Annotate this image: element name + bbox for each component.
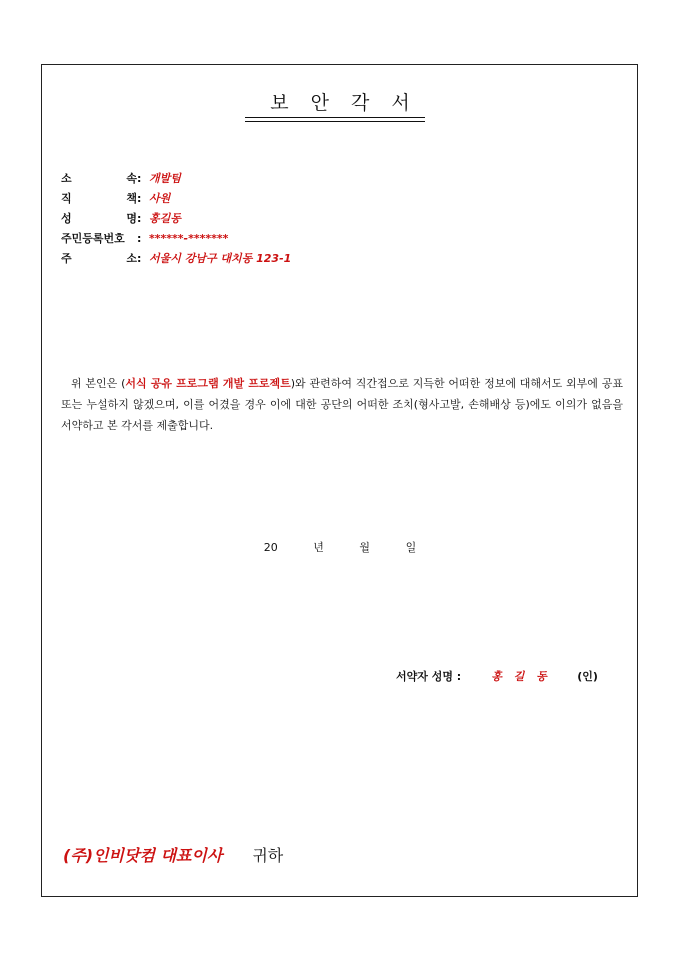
field-value: ******-******* (149, 231, 229, 245)
field-label: 직 책 (61, 192, 137, 205)
field-label: 소 속 (61, 172, 137, 185)
seal-mark: (인) (577, 670, 598, 683)
info-fields (61, 168, 291, 268)
field-label: 성 명 (61, 212, 137, 225)
field-label: 주민등록번호 (61, 232, 125, 245)
pledge-body: 위 본인은 (서식 공유 프로그램 개발 프로젝트)와 관련하여 직간접으로 지득한 어떠한 정보에 대해서도 외부에 공표 또는 누설하지 않겠으며, 이를 어겼을 경우 이에 대한 공단의 어떠한 조치(형사고발, 손해배상 등)에도 이의가 없음을 서약하고 본 각서를 제출합니다. (61, 377, 623, 432)
field-value: 개발팀 (149, 172, 181, 185)
field-label: 주 소 (61, 252, 137, 265)
field-value: 사원 (149, 192, 171, 205)
field-address: 주 소 : 서울시 강남구 대치동 123-1 (61, 251, 292, 265)
field-position: 직 책 : 사원 (61, 191, 171, 205)
signer-name: 홍 길 동 (491, 670, 551, 683)
addressee (63, 843, 283, 866)
project-name: 서식 공유 프로그램 개발 프로젝트 (125, 377, 291, 390)
field-resident-number: 주민등록번호 : ******-******* (61, 231, 229, 245)
field-department: 소 속 : 개발팀 (61, 171, 181, 185)
signature-label: 서약자 성명 : (396, 670, 462, 683)
field-name: 성 명 : 홍길동 (61, 211, 181, 225)
title-area (0, 88, 680, 115)
title-underline-bottom (245, 121, 425, 122)
signature-line (396, 668, 598, 684)
field-value: 홍길동 (149, 212, 181, 225)
date-line: 20 년 월 일 (263, 541, 417, 554)
addressee-honorific: 귀하 (252, 846, 284, 865)
addressee-company: (주)인비닷컴 대표이사 (63, 846, 223, 865)
document-title: 보안각서 (270, 92, 432, 114)
field-value: 서울시 강남구 대치동 123-1 (149, 252, 292, 265)
title-underline-top (245, 117, 425, 118)
